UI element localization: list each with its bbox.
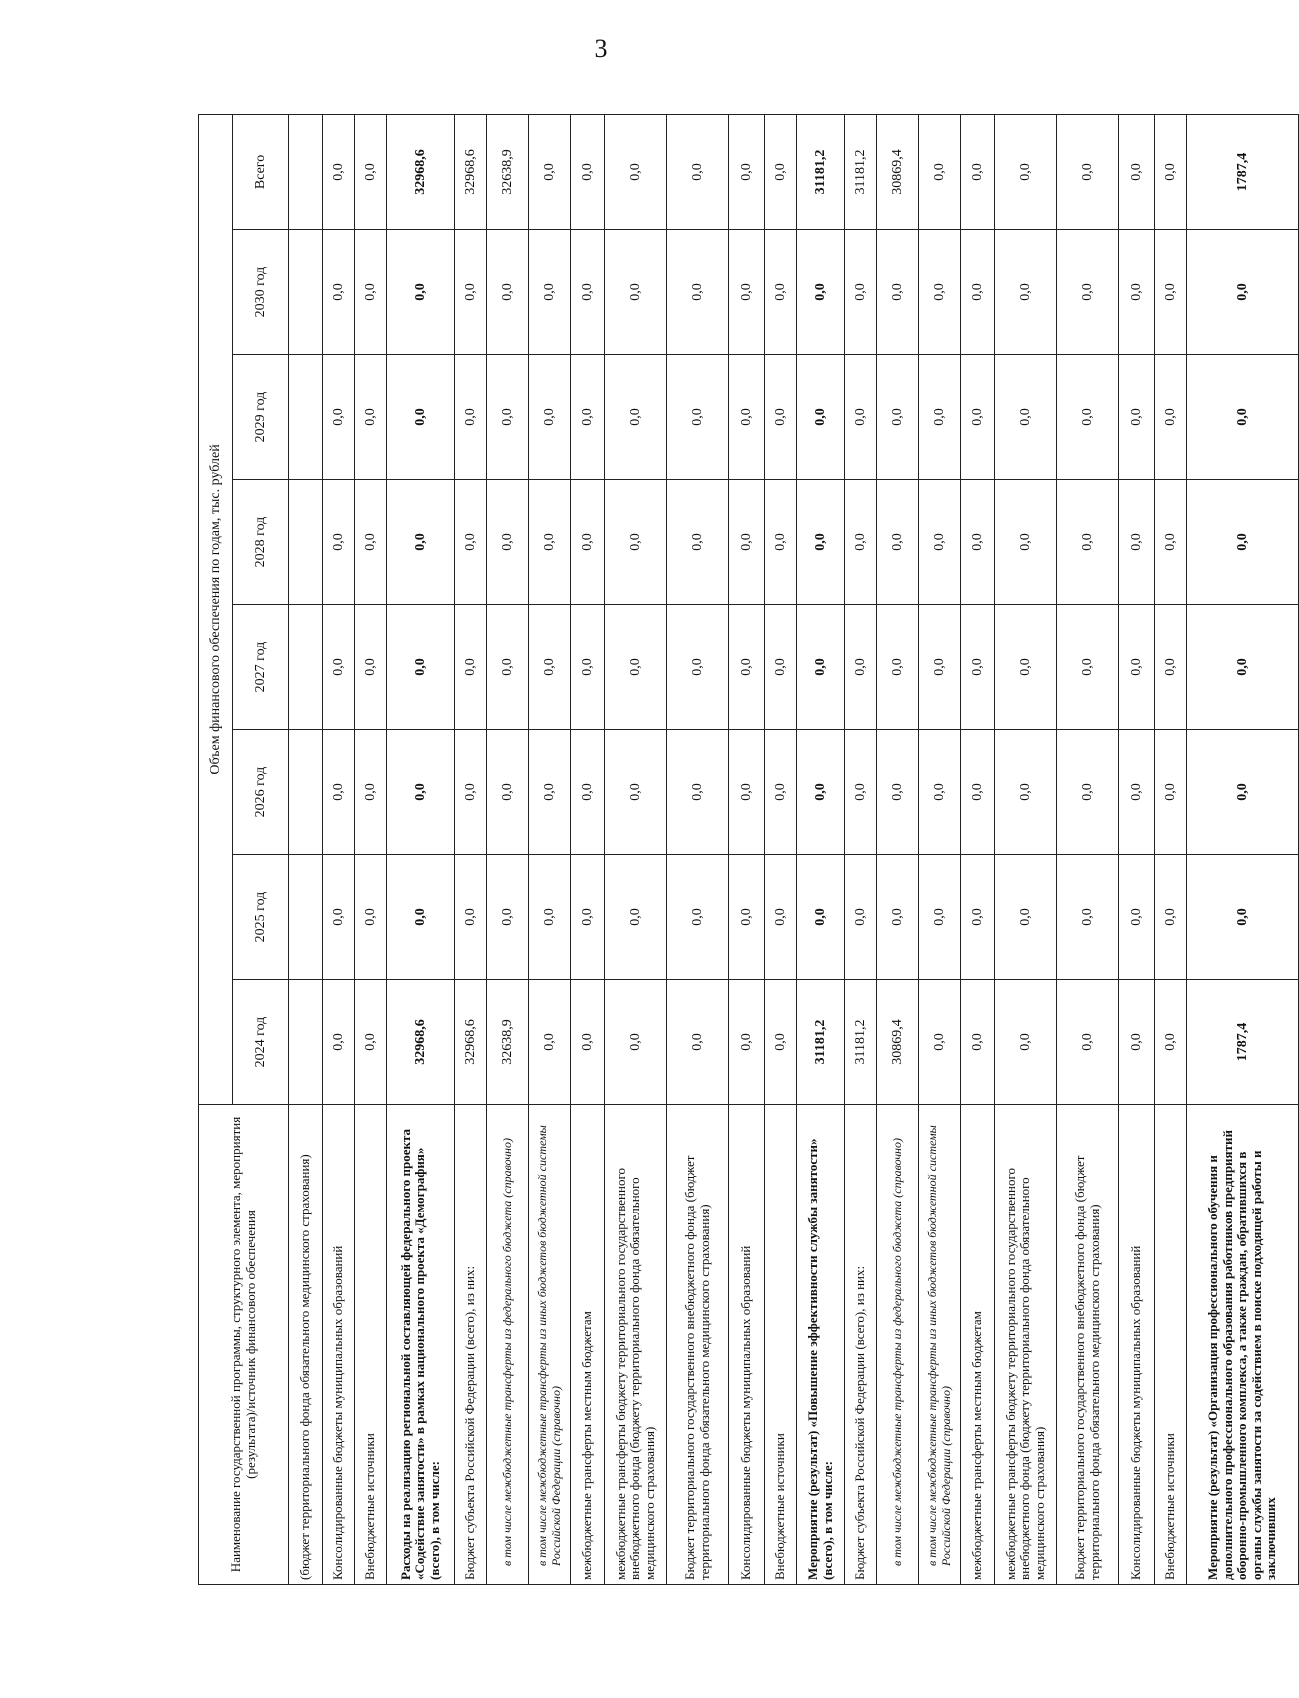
row-source-name: межбюджетные трансферты местным бюджетам [571, 1105, 605, 1585]
row-year-value [289, 480, 323, 605]
row-year-value: 31181,2 [797, 980, 845, 1105]
row-year-value: 0,0 [1057, 980, 1119, 1105]
header-year: 2024 год [233, 980, 289, 1105]
row-total-value: 0,0 [1119, 114, 1155, 229]
table-row [845, 114, 877, 1584]
table-row [961, 114, 995, 1584]
row-year-value: 0,0 [877, 730, 919, 855]
header-total: Всего [233, 114, 289, 229]
row-source-name: Консолидированные бюджеты муниципальных образований [1119, 1105, 1155, 1585]
row-year-value: 0,0 [919, 605, 961, 730]
row-year-value: 0,0 [961, 355, 995, 480]
row-year-value: 0,0 [797, 605, 845, 730]
row-total-value: 0,0 [355, 114, 387, 229]
row-year-value: 0,0 [571, 230, 605, 355]
row-source-name: Расходы на реализацию региональной составляющей федерального проекта «Содействие занятости» в рамках национального проекта «Демография» (всего), в том числе: [387, 1105, 455, 1585]
row-year-value: 0,0 [729, 730, 765, 855]
row-year-value: 0,0 [995, 230, 1057, 355]
row-year-value: 0,0 [455, 480, 487, 605]
row-year-value: 0,0 [1155, 230, 1187, 355]
row-year-value: 0,0 [919, 480, 961, 605]
row-year-value: 0,0 [919, 855, 961, 980]
row-year-value: 0,0 [961, 480, 995, 605]
row-total-value: 0,0 [765, 114, 797, 229]
row-year-value: 0,0 [919, 980, 961, 1105]
row-source-name: Мероприятие (результат) «Организация профессионального обучения и дополнительного профессионального образования работников предприятий оборонно-промышленного комплекса, а также граждан, обратившихся в органы службы занятости за содействием в поиске подходящей работы и заключивших [1187, 1105, 1299, 1585]
row-year-value: 0,0 [455, 730, 487, 855]
table-row [797, 114, 845, 1584]
table-row [571, 114, 605, 1584]
row-year-value: 0,0 [455, 230, 487, 355]
row-year-value: 0,0 [355, 355, 387, 480]
row-source-name: межбюджетные трансферты бюджету территориального государственного внебюджетного фонда (бюджету территориального фонда обязательного медицинского страхования) [995, 1105, 1057, 1585]
row-year-value: 0,0 [487, 730, 529, 855]
header-year: 2025 год [233, 855, 289, 980]
row-year-value: 0,0 [877, 605, 919, 730]
row-year-value: 0,0 [355, 480, 387, 605]
table-row [1187, 114, 1299, 1584]
row-total-value: 0,0 [1057, 114, 1119, 229]
row-source-name: Бюджет территориального государственного внебюджетного фонда (бюджет территориального фонда обязательного медицинского страхования) [1057, 1105, 1119, 1585]
row-year-value: 0,0 [919, 355, 961, 480]
row-year-value: 0,0 [605, 230, 667, 355]
row-year-value: 0,0 [765, 730, 797, 855]
row-source-name: Консолидированные бюджеты муниципальных образований [323, 1105, 355, 1585]
row-year-value: 0,0 [1057, 855, 1119, 980]
row-year-value: 0,0 [845, 605, 877, 730]
row-total-value: 0,0 [729, 114, 765, 229]
row-year-value: 0,0 [323, 355, 355, 480]
row-source-name: Бюджет субъекта Российской Федерации (всего), из них: [455, 1105, 487, 1585]
row-year-value: 0,0 [765, 230, 797, 355]
row-year-value: 0,0 [797, 230, 845, 355]
row-year-value: 31181,2 [845, 980, 877, 1105]
row-year-value: 0,0 [845, 855, 877, 980]
row-year-value: 0,0 [323, 230, 355, 355]
row-year-value: 0,0 [323, 480, 355, 605]
row-year-value: 0,0 [529, 480, 571, 605]
row-year-value: 0,0 [487, 480, 529, 605]
table-body [289, 114, 1299, 1584]
row-year-value: 0,0 [571, 605, 605, 730]
row-year-value: 0,0 [355, 230, 387, 355]
row-year-value: 0,0 [667, 480, 729, 605]
row-year-value: 0,0 [1057, 355, 1119, 480]
row-year-value: 0,0 [355, 730, 387, 855]
row-source-name: Консолидированные бюджеты муниципальных образований [729, 1105, 765, 1585]
row-year-value: 32968,6 [387, 980, 455, 1105]
row-year-value: 0,0 [323, 855, 355, 980]
row-year-value: 0,0 [571, 980, 605, 1105]
row-source-name: в том числе межбюджетные трансферты из иных бюджетов бюджетной системы Российской Федерации (справочно) [529, 1105, 571, 1585]
row-year-value: 0,0 [797, 480, 845, 605]
table-row [877, 114, 919, 1584]
table-row [529, 114, 571, 1584]
row-year-value: 0,0 [605, 480, 667, 605]
row-total-value: 30869,4 [877, 114, 919, 229]
row-year-value: 0,0 [729, 230, 765, 355]
table-row [729, 114, 765, 1584]
row-year-value: 0,0 [529, 355, 571, 480]
row-total-value: 0,0 [667, 114, 729, 229]
row-year-value: 0,0 [845, 355, 877, 480]
rotated-table-container [198, 115, 1279, 1585]
row-source-name: Внебюджетные источники [765, 1105, 797, 1585]
row-year-value: 0,0 [1187, 355, 1299, 480]
table-row [323, 114, 355, 1584]
row-year-value: 0,0 [487, 605, 529, 730]
row-total-value: 32638,9 [487, 114, 529, 229]
row-year-value: 0,0 [919, 230, 961, 355]
row-total-value: 0,0 [529, 114, 571, 229]
table-row [355, 114, 387, 1584]
row-year-value: 0,0 [877, 355, 919, 480]
row-year-value: 0,0 [1155, 480, 1187, 605]
row-year-value: 0,0 [961, 855, 995, 980]
row-year-value: 0,0 [455, 855, 487, 980]
row-year-value: 0,0 [605, 730, 667, 855]
row-year-value: 0,0 [797, 855, 845, 980]
row-total-value: 0,0 [995, 114, 1057, 229]
row-year-value: 0,0 [355, 980, 387, 1105]
row-year-value: 0,0 [765, 355, 797, 480]
table-row [455, 114, 487, 1584]
row-year-value: 0,0 [487, 230, 529, 355]
row-year-value: 0,0 [1187, 730, 1299, 855]
row-year-value: 0,0 [387, 730, 455, 855]
header-year: 2028 год [233, 480, 289, 605]
header-year: 2026 год [233, 730, 289, 855]
row-year-value: 0,0 [765, 980, 797, 1105]
row-year-value: 0,0 [323, 730, 355, 855]
row-year-value [289, 605, 323, 730]
row-year-value: 0,0 [387, 480, 455, 605]
table-row [919, 114, 961, 1584]
row-year-value: 0,0 [1057, 480, 1119, 605]
row-year-value: 0,0 [845, 480, 877, 605]
row-year-value: 0,0 [995, 480, 1057, 605]
row-year-value: 32968,6 [455, 980, 487, 1105]
table-row [765, 114, 797, 1584]
row-year-value: 0,0 [667, 605, 729, 730]
row-source-name: Внебюджетные источники [1155, 1105, 1187, 1585]
row-year-value: 0,0 [323, 980, 355, 1105]
row-source-name: Мероприятие (результат) «Повышение эффективности службы занятости» (всего), в том числе: [797, 1105, 845, 1585]
row-total-value: 0,0 [323, 114, 355, 229]
row-year-value: 0,0 [571, 480, 605, 605]
row-year-value: 32638,9 [487, 980, 529, 1105]
row-year-value: 0,0 [667, 855, 729, 980]
row-year-value: 0,0 [667, 980, 729, 1105]
row-total-value: 32968,6 [387, 114, 455, 229]
row-year-value: 0,0 [729, 855, 765, 980]
row-year-value: 0,0 [919, 730, 961, 855]
row-year-value: 0,0 [667, 730, 729, 855]
row-year-value: 0,0 [605, 855, 667, 980]
row-year-value: 0,0 [995, 355, 1057, 480]
row-year-value [289, 230, 323, 355]
row-year-value [289, 355, 323, 480]
header-year: 2029 год [233, 355, 289, 480]
row-source-name: Внебюджетные источники [355, 1105, 387, 1585]
row-total-value: 1787,4 [1187, 114, 1299, 229]
row-year-value: 0,0 [729, 355, 765, 480]
row-year-value: 0,0 [765, 480, 797, 605]
row-year-value: 0,0 [729, 980, 765, 1105]
row-year-value: 0,0 [1119, 355, 1155, 480]
row-year-value: 0,0 [387, 230, 455, 355]
row-total-value: 0,0 [961, 114, 995, 229]
row-year-value: 0,0 [995, 605, 1057, 730]
row-source-name: (бюджет территориального фонда обязательного медицинского страхования) [289, 1105, 323, 1585]
row-total-value: 0,0 [605, 114, 667, 229]
row-year-value: 0,0 [1119, 480, 1155, 605]
table-row [667, 114, 729, 1584]
row-year-value: 0,0 [729, 480, 765, 605]
row-year-value: 0,0 [667, 230, 729, 355]
row-year-value: 0,0 [729, 605, 765, 730]
row-year-value: 0,0 [487, 855, 529, 980]
row-year-value: 0,0 [961, 980, 995, 1105]
row-year-value: 0,0 [455, 605, 487, 730]
header-year: 2030 год [233, 230, 289, 355]
row-year-value: 0,0 [1057, 730, 1119, 855]
row-year-value: 0,0 [1155, 980, 1187, 1105]
row-year-value: 0,0 [1155, 605, 1187, 730]
table-row [1119, 114, 1155, 1584]
table-row [1057, 114, 1119, 1584]
row-year-value: 0,0 [1187, 230, 1299, 355]
row-year-value: 0,0 [877, 855, 919, 980]
table-row [289, 114, 323, 1584]
row-year-value: 0,0 [1155, 730, 1187, 855]
row-year-value: 30869,4 [877, 980, 919, 1105]
financing-table [198, 114, 1299, 1585]
row-year-value: 0,0 [605, 355, 667, 480]
row-total-value: 31181,2 [845, 114, 877, 229]
row-year-value: 0,0 [605, 980, 667, 1105]
row-year-value: 0,0 [797, 355, 845, 480]
row-year-value: 0,0 [845, 730, 877, 855]
table-row [995, 114, 1057, 1584]
row-source-name: в том числе межбюджетные трансферты из федерального бюджета (справочно) [877, 1105, 919, 1585]
row-year-value: 0,0 [1187, 480, 1299, 605]
header-year: 2027 год [233, 605, 289, 730]
row-year-value: 0,0 [877, 480, 919, 605]
row-year-value: 0,0 [667, 355, 729, 480]
row-year-value: 1787,4 [1187, 980, 1299, 1105]
row-year-value: 0,0 [797, 730, 845, 855]
row-source-name: межбюджетные трансферты местным бюджетам [961, 1105, 995, 1585]
row-source-name: в том числе межбюджетные трансферты из иных бюджетов бюджетной системы Российской Федерации (справочно) [919, 1105, 961, 1585]
table-row [605, 114, 667, 1584]
row-year-value: 0,0 [387, 855, 455, 980]
row-year-value: 0,0 [529, 980, 571, 1105]
row-year-value: 0,0 [995, 730, 1057, 855]
row-year-value: 0,0 [845, 230, 877, 355]
row-year-value: 0,0 [1119, 605, 1155, 730]
row-year-value: 0,0 [455, 355, 487, 480]
row-total-value: 0,0 [1155, 114, 1187, 229]
row-year-value: 0,0 [355, 605, 387, 730]
table-row [487, 114, 529, 1584]
row-year-value: 0,0 [571, 355, 605, 480]
table-row [1155, 114, 1187, 1584]
row-year-value: 0,0 [995, 855, 1057, 980]
row-year-value: 0,0 [605, 605, 667, 730]
row-year-value: 0,0 [1119, 230, 1155, 355]
row-year-value: 0,0 [571, 730, 605, 855]
row-total-value: 32968,6 [455, 114, 487, 229]
header-volume: Объем финансового обеспечения по годам, тыс. рублей [199, 114, 233, 1104]
row-year-value: 0,0 [1119, 730, 1155, 855]
row-year-value [289, 730, 323, 855]
row-year-value: 0,0 [765, 855, 797, 980]
row-year-value [289, 855, 323, 980]
row-total-value: 0,0 [571, 114, 605, 229]
row-year-value [289, 980, 323, 1105]
row-year-value: 0,0 [355, 855, 387, 980]
header-name: Наименование государственной программы, структурного элемента, мероприятия (результата)/источник финансового обеспечения [199, 1105, 289, 1585]
row-year-value: 0,0 [529, 855, 571, 980]
table-row [387, 114, 455, 1584]
row-year-value: 0,0 [323, 605, 355, 730]
row-source-name: в том числе межбюджетные трансферты из федерального бюджета (справочно) [487, 1105, 529, 1585]
row-year-value: 0,0 [995, 980, 1057, 1105]
row-year-value: 0,0 [1119, 980, 1155, 1105]
row-year-value: 0,0 [529, 230, 571, 355]
row-year-value: 0,0 [571, 855, 605, 980]
page-number: 3 [594, 34, 608, 63]
row-source-name: Бюджет субъекта Российской Федерации (всего), из них: [845, 1105, 877, 1585]
row-total-value [289, 114, 323, 229]
row-year-value: 0,0 [387, 355, 455, 480]
row-year-value: 0,0 [961, 605, 995, 730]
row-year-value: 0,0 [387, 605, 455, 730]
row-source-name: Бюджет территориального государственного внебюджетного фонда (бюджет территориального фонда обязательного медицинского страхования) [667, 1105, 729, 1585]
table-header [199, 114, 289, 1584]
row-year-value: 0,0 [877, 230, 919, 355]
row-year-value: 0,0 [1187, 855, 1299, 980]
row-total-value: 0,0 [919, 114, 961, 229]
row-year-value: 0,0 [1187, 605, 1299, 730]
row-year-value: 0,0 [961, 730, 995, 855]
row-source-name: межбюджетные трансферты бюджету территориального государственного внебюджетного фонда (бюджету территориального фонда обязательного медицинского страхования) [605, 1105, 667, 1585]
row-year-value: 0,0 [529, 730, 571, 855]
row-year-value: 0,0 [1057, 605, 1119, 730]
row-year-value: 0,0 [1155, 355, 1187, 480]
row-year-value: 0,0 [1057, 230, 1119, 355]
row-year-value: 0,0 [1119, 855, 1155, 980]
row-total-value: 31181,2 [797, 114, 845, 229]
row-year-value: 0,0 [765, 605, 797, 730]
row-year-value: 0,0 [961, 230, 995, 355]
row-year-value: 0,0 [1155, 855, 1187, 980]
row-year-value: 0,0 [529, 605, 571, 730]
row-year-value: 0,0 [487, 355, 529, 480]
